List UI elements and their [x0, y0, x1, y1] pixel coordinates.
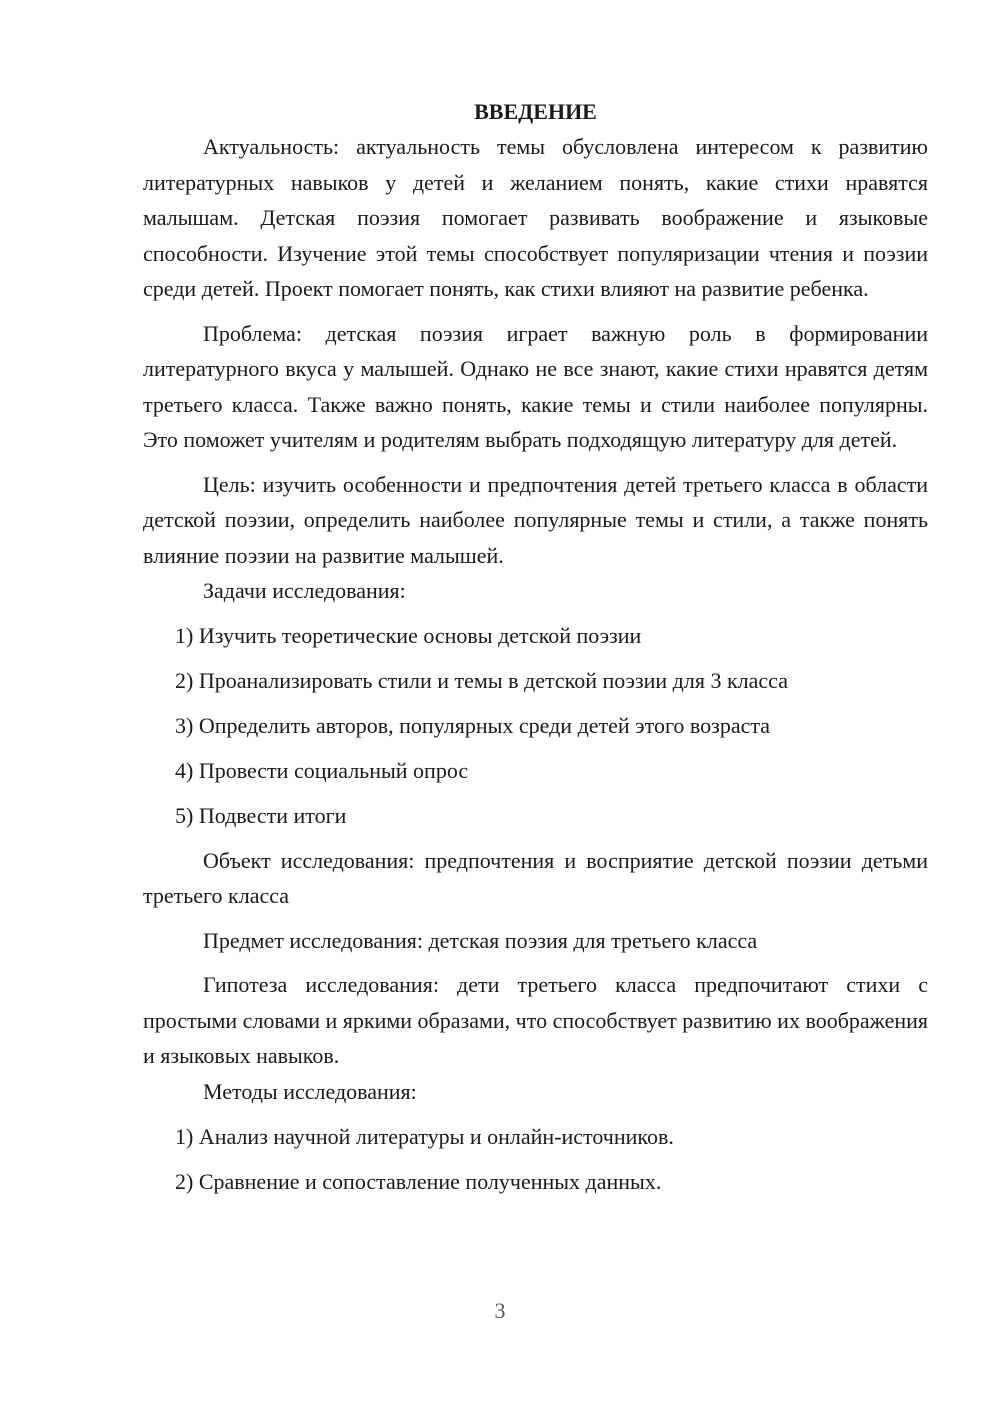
task-item: 4) Провести социальный опрос [175, 758, 469, 783]
document-page [143, 94, 928, 1199]
object-paragraph: Объект исследования: предпочтения и восприятие детской поэзии детьми третьего класса [143, 847, 928, 908]
task-item: 1) Изучить теоретические основы детской поэзии [175, 623, 642, 648]
hypothesis-paragraph: Гипотеза исследования: дети третьего класса предпочитают стихи с простыми словами и яркими образами, что способствует развитию их воображения и языковых навыков. [143, 972, 928, 1068]
methods-list [143, 1119, 928, 1200]
problem-paragraph: Проблема: детская поэзия играет важную роль в формировании литературного вкуса у малышей. Однако не все знают, какие стихи нравятся детям третьего класса. Также важно понять, какие темы и стили наиболее популярны. Это поможет учителям и родителям выбрать подходящую литературу для детей. [143, 320, 928, 452]
document-title: ВВЕДЕНИЕ [474, 99, 597, 124]
methods-heading: Методы исследования: [203, 1078, 417, 1104]
task-item: 2) Проанализировать стили и темы в детской поэзии для 3 класса [175, 668, 788, 693]
tasks-list [143, 618, 928, 834]
page-number: 3 [494, 1298, 506, 1323]
goal-paragraph: Цель: изучить особенности и предпочтения детей третьего класса в области детской поэзии, определить наиболее популярные темы и стили, а также понять влияние поэзии на развитие малышей. [143, 471, 928, 568]
task-item: 5) Подвести итоги [175, 803, 347, 828]
tasks-heading: Задачи исследования: [203, 578, 406, 603]
method-item: 2) Сравнение и сопоставление полученных данных. [175, 1168, 662, 1194]
relevance-paragraph: Актуальность: актуальность темы обусловлена интересом к развитию литературных навыков у детей и желанием понять, какие стихи нравятся малышам. Детская поэзия помогает развивать воображение и языковые способности. Изучение этой темы способствует популяризации чтения и поэзии среди детей. Проект помогает понять, как стихи влияют на развитие ребенка. [143, 134, 928, 301]
method-item: 1) Анализ научной литературы и онлайн-источников. [175, 1123, 674, 1149]
task-item: 3) Определить авторов, популярных среди детей этого возраста [175, 713, 771, 738]
subject-paragraph: Предмет исследования: детская поэзия для третьего класса [203, 927, 758, 953]
